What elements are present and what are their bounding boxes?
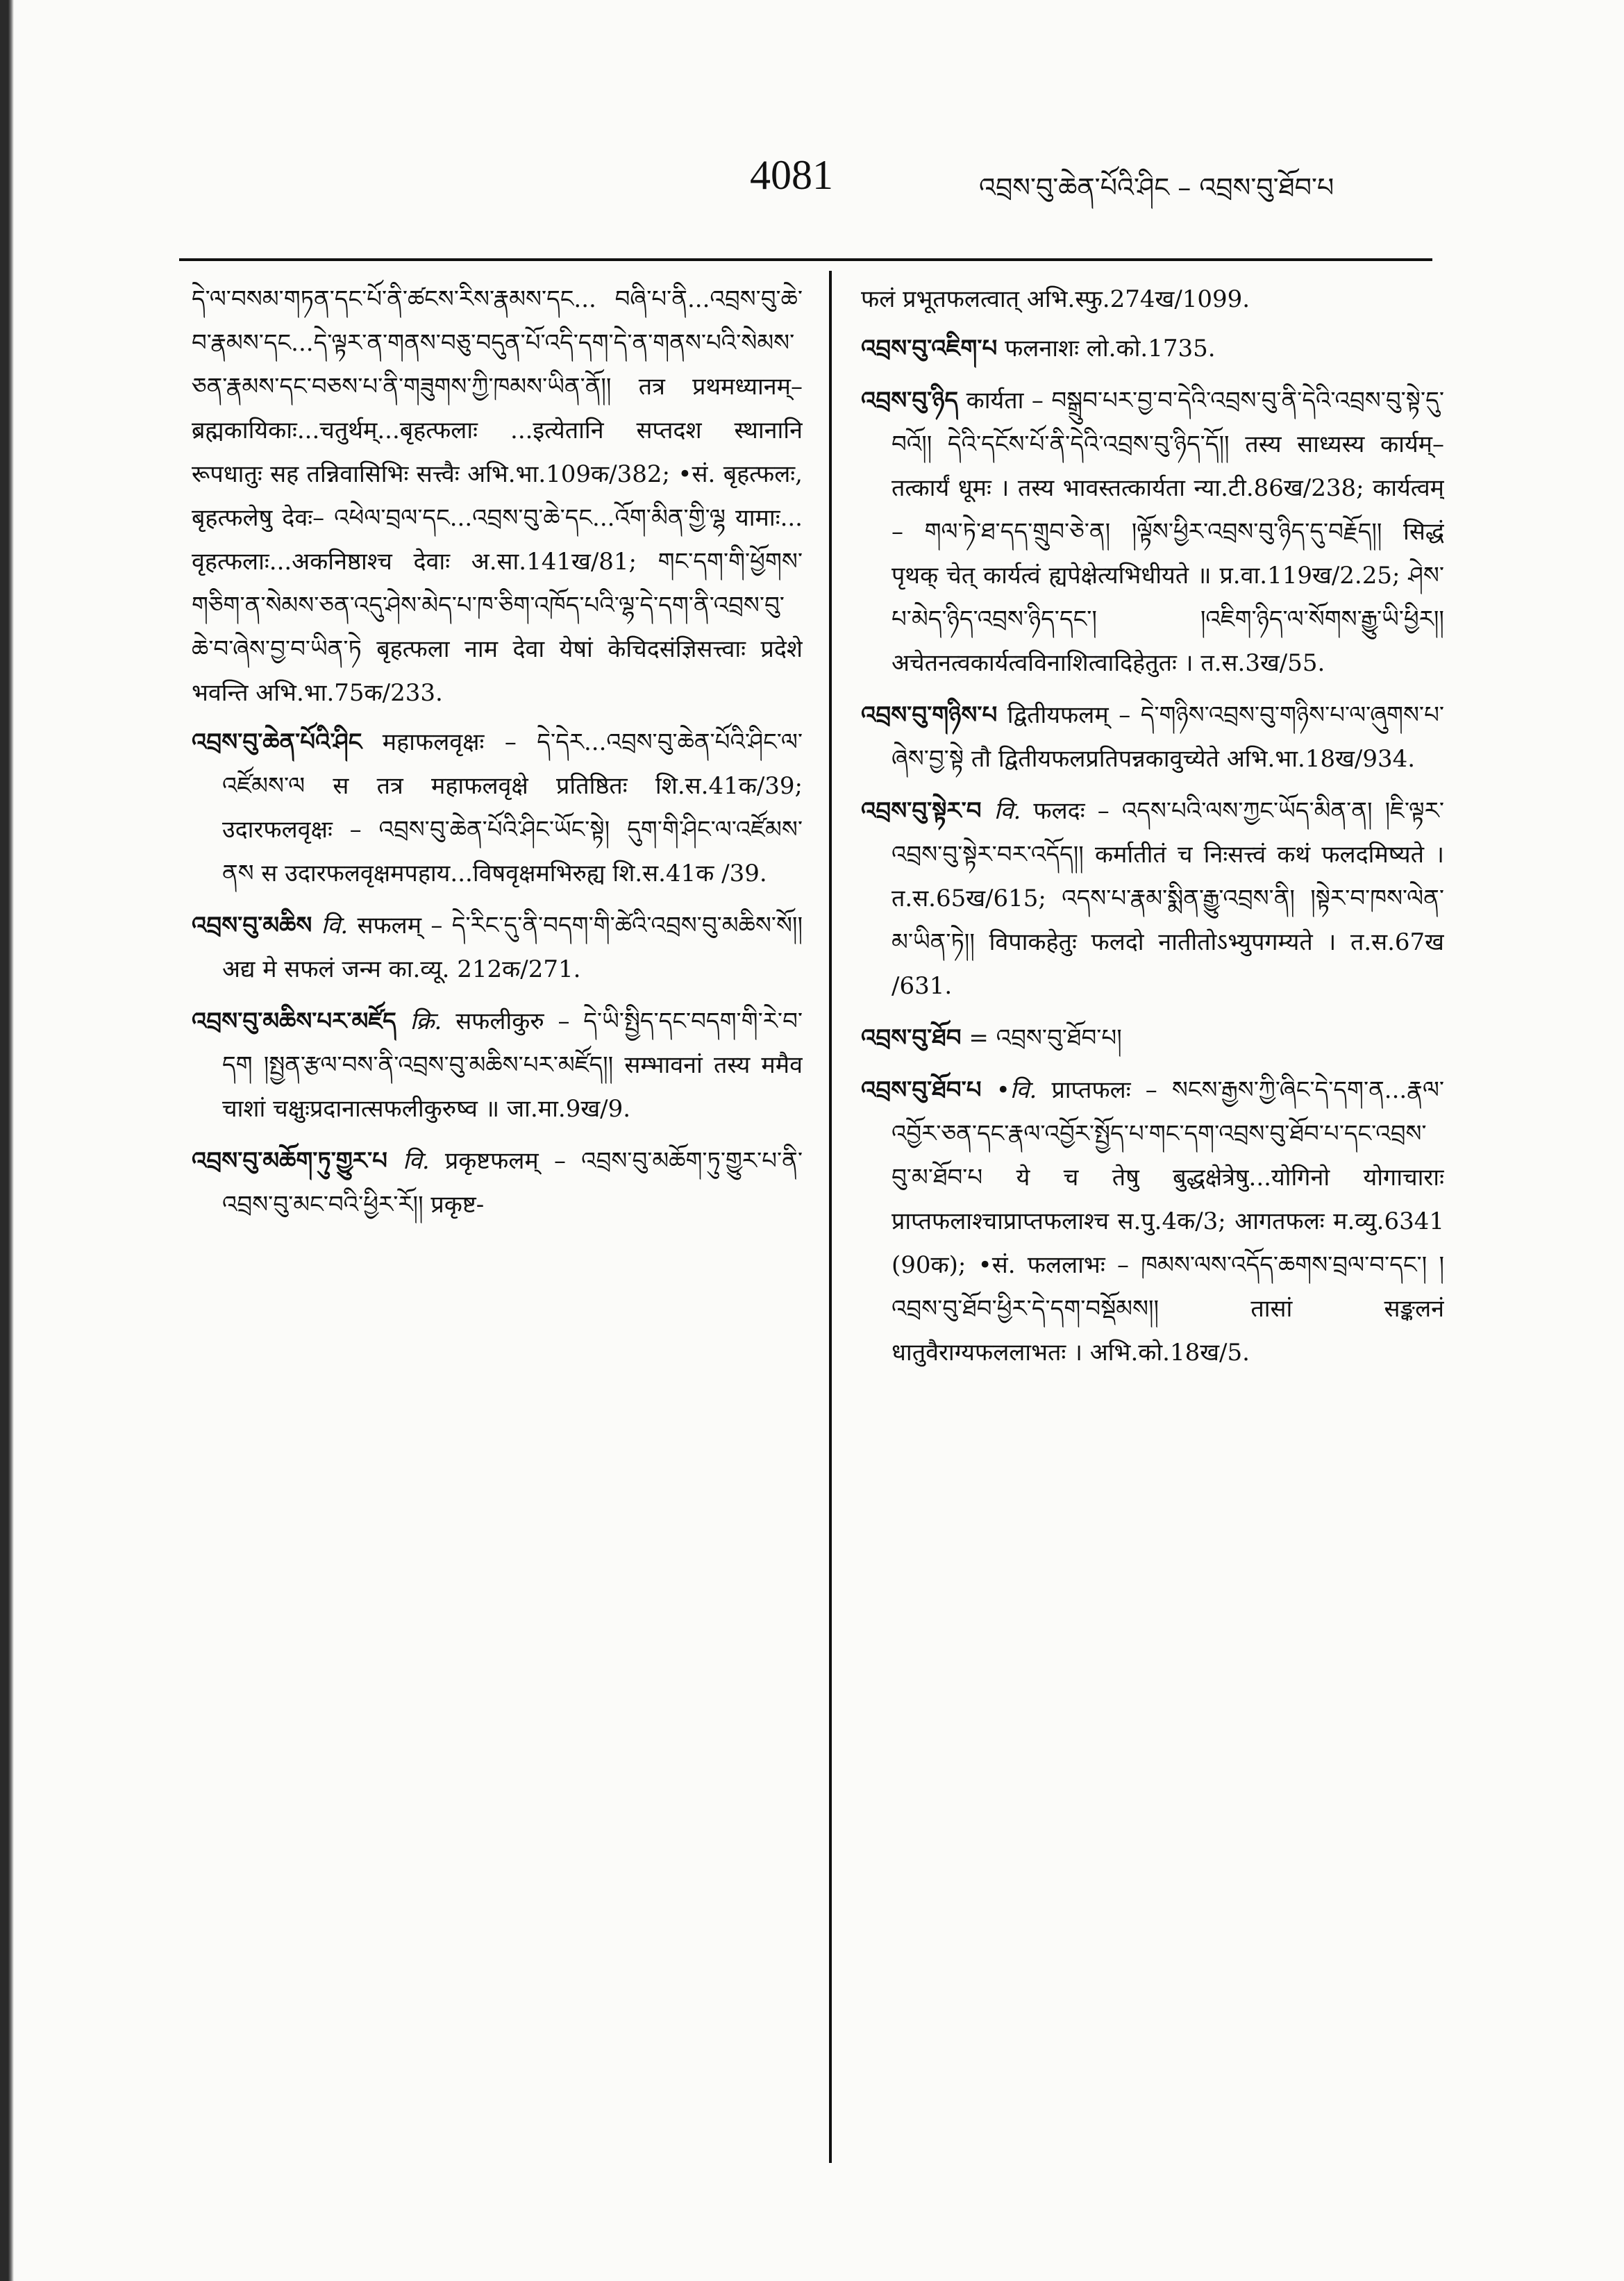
dictionary-entry — [192, 1139, 803, 1227]
dictionary-entry — [861, 1069, 1444, 1375]
right-column — [861, 278, 1444, 2222]
dictionary-entry — [861, 789, 1444, 1008]
entry-headword: འབྲས་བུ་གཉིས་པ — [861, 701, 998, 729]
entry-headword: འབྲས་བུ་ཆེན་པོའི་ཤིང — [192, 728, 362, 756]
entry-headword: འབྲས་བུ་ཐོབ་པ — [861, 1076, 982, 1104]
running-head: འབྲས་བུ་ཆེན་པོའི་ཤིང – འབྲས་བུ་ཐོབ་པ — [979, 172, 1334, 203]
entry-grammar: वि. — [321, 912, 349, 939]
entry-headword: འབྲས་བུ་མཆོག་ཏུ་གྱུར་པ — [192, 1147, 387, 1175]
entry-body: कार्यता – བསྒྲུབ་པར་བྱ་བ་དེའི་འབྲས་བུ་ནི་དེའི་འབྲས་བུ་སྟེ་དུ་བའོ།། དེའི་དངོས་པོ་ནི་དེའི་འབྲས་བུ་ཉིད་དོ།། तस्य साध्यस्य कार्यम्–तत्कार्यं धूमः । तस्य भावस्तत्कार्यता न्या.टी.86ख/238; कार्यत्वम् – གལ་ཏེ་ཐ་དད་གྲུབ་ཅེ་ན། །ལྟོས་ཕྱིར་འབྲས་བུ་ཉིད་དུ་བརྗོད།། सिद्धं पृथक् चेत् कार्यत्वं ह्यपेक्षेत्यभिधीयते ॥ प्र.वा.119ख/2.25; ཤེས་པ་མེད་ཉིད་འབྲས་ཉིད་དང་། །འཇིག་ཉིད་ལ་སོགས་རྒྱུ་ཡི་ཕྱིར།། अचेतनत्वकार्यत्वविनाशित्वादिहेतुतः । त.स.3ख/55. — [891, 387, 1444, 677]
entry-headword: འབྲས་བུ་སྟེར་བ — [861, 797, 982, 825]
dictionary-entry — [861, 327, 1444, 371]
entry-grammar: •वि. — [996, 1076, 1037, 1104]
entry-headword: འབྲས་བུ་འཇིག་པ — [861, 335, 998, 362]
entry-headword: འབྲས་བུ་མཆིས་པར་མཛོད — [192, 1008, 396, 1035]
left-column — [192, 278, 803, 2222]
dictionary-entry — [192, 721, 803, 896]
entry-body: महाफलवृक्षः – དེ་དེར...འབྲས་བུ་ཆེན་པོའི་ཤིང་ལ་འཛོམས་ལ स तत्र महाफलवृक्षे प्रतिष्ठितः शि.स.41क/39; उदारफलवृक्षः – འབྲས་བུ་ཆེན་པོའི་ཤིང་ཡོང་སྟེ། དུག་གི་ཤིང་ལ་འཛོམས་ནས स उदारफलवृक्षमपहाय...विषवृक्षमभिरुह्य शि.स.41क /39. — [222, 728, 803, 887]
entry-headword: འབྲས་བུ་ཉིད — [861, 387, 959, 415]
entry-body: द्वितीयफलम् – དེ་གཉིས་འབྲས་བུ་གཉིས་པ་ལ་ཞུགས་པ་ཞེས་བྱ་སྟེ तौ द्वितीयफलप्रतिपन्नकावुच्येते अभि.भा.18ख/934. — [891, 701, 1444, 773]
dictionary-entry — [861, 379, 1444, 685]
entry-body: फलनाशः लो.को.1735. — [1005, 335, 1216, 362]
entry-grammar: क्रि. — [410, 1008, 442, 1035]
entry-grammar: वि. — [994, 797, 1021, 825]
entry-grammar: वि. — [403, 1147, 430, 1175]
entry-body: फलदः – འདས་པའི་ལས་ཀྱང་ཡོད་མིན་ན། །ཇི་ལྟར་འབྲས་བུ་སྟེར་བར་འདོད།། कर्मातीतं च निःसत्त्वं कथं फलदमिष्यते । त.स.65ख/615; འདས་པ་རྣམ་སྨིན་རྒྱུ་འབྲས་ནི། །སྟེར་བ་ཁས་ལེན་མ་ཡིན་ཏེ།། विपाकहेतुः फलदो नातीतोऽभ्युपगम्यते । त.स.67ख /631. — [891, 797, 1444, 1000]
dictionary-entry — [861, 1017, 1444, 1060]
entry-headword: འབྲས་བུ་མཆིས — [192, 912, 312, 939]
page-binding-edge — [0, 0, 14, 2281]
entry-body: सफलीकुरु – དེ་ཡི་སྤྱིད་དང་བདག་གི་རེ་བ་དག །སྤྱན་རྩལ་བས་ནི་འབྲས་བུ་མཆིས་པར་མཛོད།། सम्भावनां तस्य ममैव चाशां चक्षुःप्रदानात्सफलीकुरुष्व ॥ जा.मा.9ख/9. — [222, 1008, 803, 1123]
entry-headword: འབྲས་བུ་ཐོབ — [861, 1024, 962, 1052]
continuation-paragraph: དེ་ལ་བསམ་གཏན་དང་པོ་ནི་ཚངས་རིས་རྣམས་དང... བཞི་པ་ནི...འབྲས་བུ་ཆེ་བ་རྣམས་དང...དེ་ལྟར་ན་གནས་བཅུ་བདུན་པོ་འདི་དག་དེ་ན་གནས་པའི་སེམས་ཅན་རྣམས་དང་བཅས་པ་ནི་གཟུགས་ཀྱི་ཁམས་ཡིན་ནོ།། तत्र प्रथमध्यानम्–ब्रह्मकायिकाः...चतुर्थम्...बृहत्फलाः ...इत्येतानि सप्तदश स्थानानि रूपधातुः सह तन्निवासिभिः सत्त्वैः अभि.भा.109क/382; •सं. बृहत्फलः, बृहत्फलेषु देवः– འཕེལ་བྲལ་དང...འབྲས་བུ་ཆེ་དང...འོག་མིན་གྱི་ལྷ यामाः... वृहत्फलाः...अकनिष्ठाश्च देवाः अ.सा.141ख/81; གང་དག་གི་ཕྱོགས་གཅིག་ན་སེམས་ཅན་འདུ་ཤེས་མེད་པ་ཁ་ཅིག་འཁོད་པའི་ལྷ་དེ་དག་ནི་འབྲས་བུ་ཆེ་བ་ཞེས་བྱ་བ་ཡིན་ཏེ बृहत्फला नाम देवा येषां केचिदसंज्ञिसत्त्वाः प्रदेशे भवन्ति अभि.भा.75क/233. — [192, 285, 803, 707]
column-divider — [829, 271, 832, 2163]
entry-body: प्रकृष्टफलम् – འབྲས་བུ་མཆོག་ཏུ་གྱུར་པ་ནི་འབྲས་བུ་མང་བའི་ཕྱིར་རོ།། प्रकृष्ट- — [222, 1147, 803, 1219]
dictionary-entry — [861, 694, 1444, 781]
continuation-paragraph: फलं प्रभूतफलत्वात् अभि.स्फु.274ख/1099. — [861, 285, 1250, 313]
dictionary-entry — [192, 904, 803, 992]
entry-body: सफलम् – དེ་རིང་དུ་ནི་བདག་གི་ཚེའི་འབྲས་བུ་མཆིས་སོ།། अद्य मे सफलं जन्म का.व्यू. 212क/271. — [222, 912, 803, 983]
entry-body: प्राप्तफलः – སངས་རྒྱས་ཀྱི་ཞིང་དེ་དག་ན...རྣལ་འབྱོར་ཅན་དང་རྣལ་འབྱོར་སྤྱོད་པ་གང་དག་འབྲས་བུ་ཐོབ་པ་དང་འབྲས་བུ་མ་ཐོབ་པ ये च तेषु बुद्धक्षेत्रेषु...योगिनो योगाचाराः प्राप्तफलाश्चाप्राप्तफलाश्च स.पु.4क/3; आगतफलः म.व्यु.6341 (90क); •सं. फललाभः – ཁམས་ལས་འདོད་ཆགས་བྲལ་བ་དང་། །འབྲས་བུ་ཐོབ་ཕྱིར་དེ་དག་བསྡོམས།། तासां सङ्कलनं धातुवैराग्यफललाभतः । अभि.को.18ख/5. — [891, 1076, 1444, 1367]
entry-body: = འབྲས་བུ་ཐོབ་པ། — [969, 1024, 1122, 1052]
dictionary-entry — [192, 1000, 803, 1131]
page-number: 4081 — [750, 152, 833, 198]
header-rule — [179, 258, 1432, 261]
